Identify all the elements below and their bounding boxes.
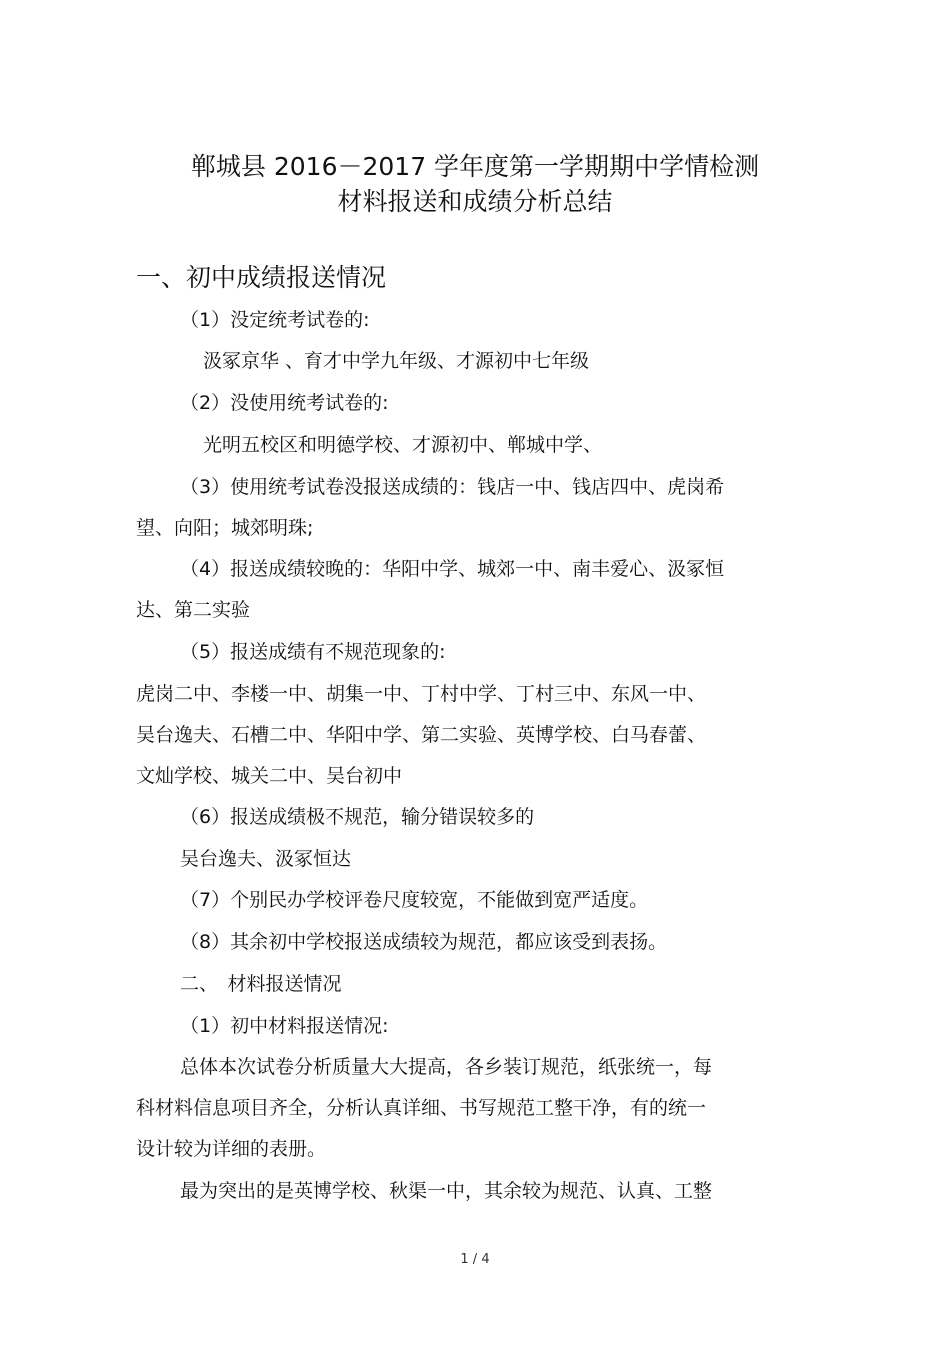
page-number: 1 / 4 xyxy=(460,1252,490,1267)
document-title-line-1: 郸城县 2016－2017 学年度第一学期期中学情检测 xyxy=(190,152,760,181)
paragraph-line: 吴台逸夫、石槽二中、华阳中学、第二实验、英博学校、白马春蕾、 xyxy=(136,724,707,746)
paragraph-line: 光明五校区和明德学校、才源初中、郸城中学、 xyxy=(203,434,603,456)
paragraph-line: 最为突出的是英博学校、秋渠一中，其余较为规范、认真、工整 xyxy=(180,1180,713,1202)
paragraph-line: 汲冢京华 、育才中学九年级、才源初中七年级 xyxy=(203,350,590,372)
section-heading: 一、初中成绩报送情况 xyxy=(136,263,387,292)
paragraph-line: 设计较为详细的表册。 xyxy=(136,1138,327,1160)
paragraph-line: （3）使用统考试卷没报送成绩的：钱店一中、钱店四中、虎岗希 xyxy=(180,476,725,498)
paragraph-line: （8）其余初中学校报送成绩较为规范，都应该受到表扬。 xyxy=(180,931,668,953)
paragraph-line: 总体本次试卷分析质量大大提高，各乡装订规范，纸张统一，每 xyxy=(180,1056,713,1078)
paragraph-line: （1）初中材料报送情况: xyxy=(180,1015,389,1037)
paragraph-line: 文灿学校、城关二中、吴台初中 xyxy=(136,765,403,787)
paragraph-line: 吴台逸夫、汲冢恒达 xyxy=(180,848,352,870)
paragraph-line: 达、第二实验 xyxy=(136,599,251,621)
document-title-line-2: 材料报送和成绩分析总结 xyxy=(337,187,613,216)
paragraph-line: 二、 材料报送情况 xyxy=(180,973,342,995)
paragraph-line: （4）报送成绩较晚的：华阳中学、城郊一中、南丰爱心、汲冢恒 xyxy=(180,558,725,580)
paragraph-line: （1）没定统考试卷的: xyxy=(180,309,370,331)
paragraph-line: （2）没使用统考试卷的: xyxy=(180,392,389,414)
paragraph-line: 科材料信息项目齐全，分析认真详细、书写规范工整干净，有的统一 xyxy=(136,1097,707,1119)
paragraph-line: 虎岗二中、李楼一中、胡集一中、丁村中学、丁村三中、东风一中、 xyxy=(136,683,707,705)
paragraph-line: （7）个别民办学校评卷尺度较宽，不能做到宽严适度。 xyxy=(180,889,649,911)
paragraph-line: （6）报送成绩极不规范，输分错误较多的 xyxy=(180,806,535,828)
paragraph-line: （5）报送成绩有不规范现象的: xyxy=(180,641,446,663)
paragraph-line: 望、向阳；城郊明珠; xyxy=(136,517,314,539)
